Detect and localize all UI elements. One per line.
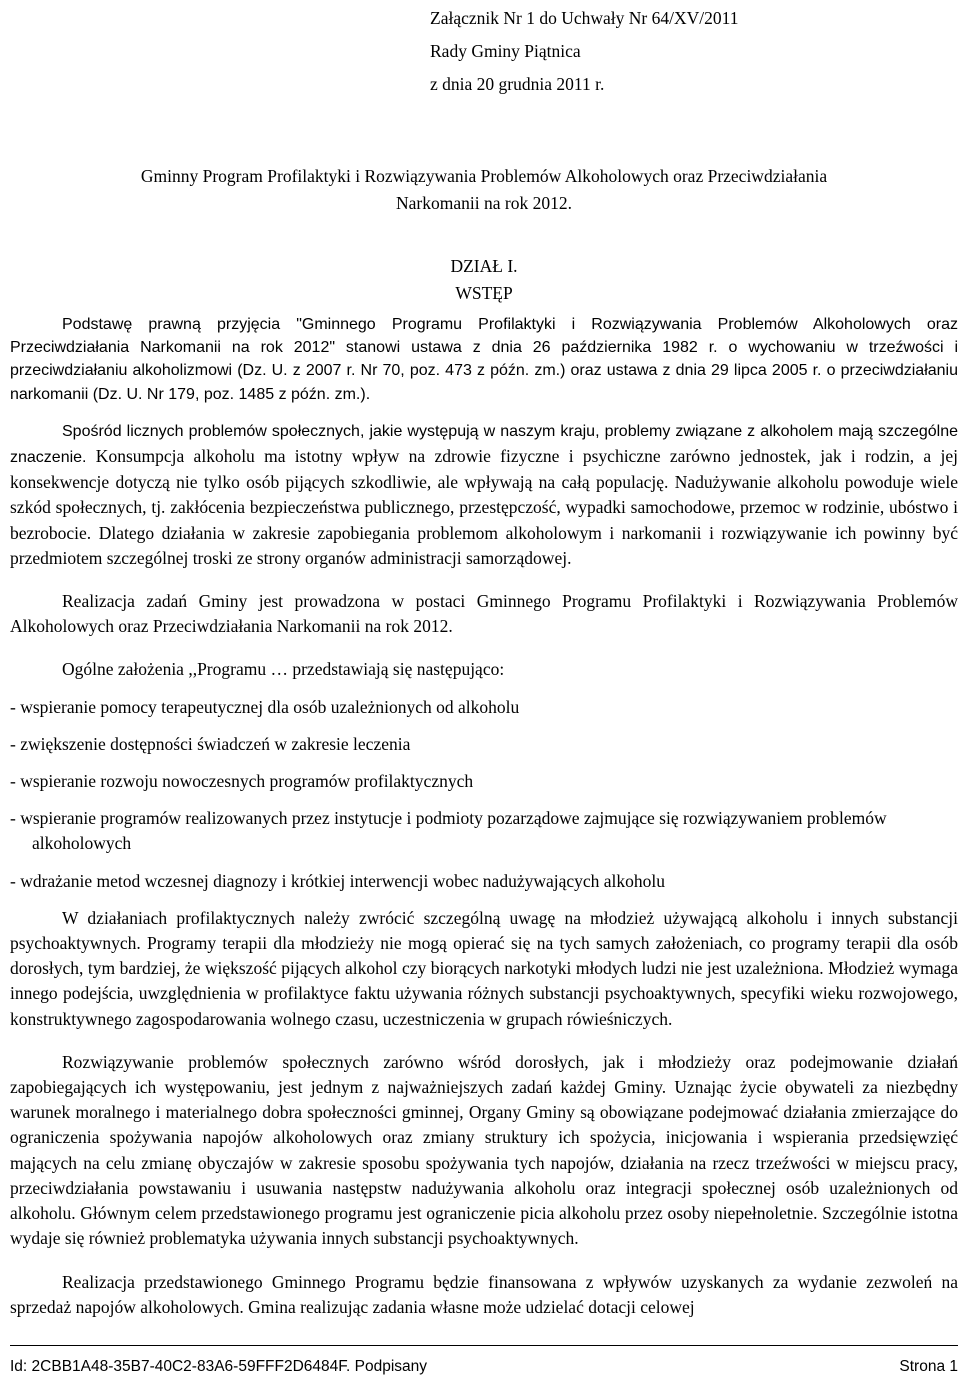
footer-divider <box>10 1345 958 1346</box>
paragraph-youth-prevention: W działaniach profilaktycznych należy zwrócić szczególną uwagę na młodzież używającą alkoholu i innych substancji psychoaktywnych. Programy terapii dla młodzieży nie mogą opierać się na tych samych założeniach, co programy terapii dla osób dorosłych, tym bardziej, że większość pijących alkohol czy biorących narkotyki młodych ludzi nie jest uzależniona. Młodzież wymaga innego podejścia, uwzględnienia w profilaktyce faktu używania różnych substancji psychoaktywnych, specyfiki wieku rozwojowego, konstruktywnego zagospodarowania wolnego czasu, uczestniczenia w grupach rówieśniczych. <box>10 907 958 1029</box>
document-title <box>10 163 958 217</box>
list-item: - wspieranie programów realizowanych przez instytucje i podmioty pozarządowe zajmujące się rozwiązywaniem problemów alkoholowych <box>10 808 887 854</box>
list-item: - wspieranie rozwoju nowoczesnych programów profilaktycznych <box>10 771 474 792</box>
list-item: - wdrażanie metod wczesnej diagnozy i krótkiej interwencji wobec nadużywających alkoholu <box>10 870 666 891</box>
section-heading <box>10 253 958 307</box>
attachment-line-resolution: Załącznik Nr 1 do Uchwały Nr 64/XV/2011 <box>430 8 739 28</box>
paragraph-program-implementation: Realizacja zadań Gminy jest prowadzona w postaci Gminnego Programu Profilaktyki i Rozwiązywania Problemów Alkoholowych oraz Przeciwdziałania Narkomanii na rok 2012. <box>10 591 958 637</box>
document-id: Id: 2CBB1A48-35B7-40C2-83A6-59FFF2D6484F. Podpisany <box>10 1358 428 1375</box>
list-item: - wspieranie pomocy terapeutycznej dla osób uzależnionych od alkoholu <box>10 696 520 717</box>
paragraph-program-assumptions: Ogólne założenia ,,Programu … przedstawiają się następująco: <box>62 659 505 680</box>
section-number: DZIAŁ I. <box>450 256 518 276</box>
document-title-line2: Narkomanii na rok 2012. <box>396 193 572 213</box>
paragraph-financing: Realizacja przedstawionego Gminnego Programu będzie finansowana z wpływów uzyskanych za wydanie zezwoleń na sprzedaż napojów alkoholowych. Gmina realizując zadania własne może udzielać dotacji celowej <box>10 1271 958 1317</box>
paragraph-social-problems-lead: Spośród licznych problemów społecznych, jakie występują w naszym kraju, problemy związane z alkoholem mają szczególne znaczenie. <box>10 422 958 467</box>
page-number: Strona 1 <box>899 1358 958 1375</box>
list-item: - zwiększenie dostępności świadczeń w zakresie leczenia <box>10 733 411 754</box>
document-title-line1: Gminny Program Profilaktyki i Rozwiązywania Problemów Alkoholowych oraz Przeciwdziałania <box>140 166 828 186</box>
attachment-line-council: Rady Gminy Piątnica <box>430 41 581 61</box>
paragraph-social-problems <box>10 418 958 571</box>
paragraph-community-tasks: Rozwiązywanie problemów społecznych zarówno wśród dorosłych, jak i młodzieży oraz podejmowanie działań zapobiegających ich występowaniu, jest jednym z najważniejszych zadań każdej Gminy. Uznając życie obywateli za niezbędny warunek moralnego i materialnego dobra społeczności gminnej, Organy Gminy są obowiązane podejmować działania zmierzające do ograniczenia spożywania napojów alkoholowych oraz zmiany struktury ich spożycia, inicjowania i wspierania przedsięwzięć mających na celu zmianę obyczajów w zakresie sposobu spożywania tych napojów, działania na rzecz trzeźwości w miejscu pracy, przeciwdziałania powstawaniu i usuwania następstw nadużywania alkoholu oraz integracji społecznej osób uzależnionych od alkoholu. Głównym celem przedstawionego programu jest ograniczenie picia alkoholu przez osoby niepełnoletnie. Szczególnie istotna wydaje się również problematyka używania innych substancji psychoaktywnych. <box>10 1051 958 1249</box>
document-page <box>10 0 958 1380</box>
section-name: WSTĘP <box>455 283 513 303</box>
attachment-header <box>430 2 738 101</box>
paragraph-legal-basis: Podstawę prawną przyjęcia "Gminnego Programu Profilaktyki i Rozwiązywania Problemów Alkoholowych oraz Przeciwdziałania Narkomanii na rok 2012" stanowi ustawa z dnia 26 października 1982 r. o wychowaniu w trzeźwości i przeciwdziałaniu alkoholizmowi (Dz. U. z 2007 r. Nr 70, poz. 473 z późn. zm.) oraz ustawa z dnia 29 lipca 2005 r. o przeciwdziałaniu narkomanii (Dz. U. Nr 179, poz. 1485 z późn. zm.). <box>10 316 958 403</box>
document-body <box>10 313 958 1320</box>
attachment-line-date: z dnia 20 grudnia 2011 r. <box>430 74 605 94</box>
paragraph-social-problems-rest: Konsumpcja alkoholu ma istotny wpływ na zdrowie fizyczne i psychiczne zarówno jednostek, jak i rodzin, a jej konsekwencje dotyczą nie tylko osób pijących szkodliwie, ale wpływają na całą populację. Nadużywanie alkoholu powoduje wiele szkód społecznych, tj. zakłócenia bezpieczeństwa publicznego, przestępczość, wypadki samochodowe, przemoc w rodzinie, ubóstwo i bezrobocie. Dlatego działania w zakresie zapobiegania problemom alkoholowym i narkomanii i rozwiązywanie ich powinny być przedmiotem szczególnej troski ze strony organów administracji samorządowej. <box>10 446 958 568</box>
